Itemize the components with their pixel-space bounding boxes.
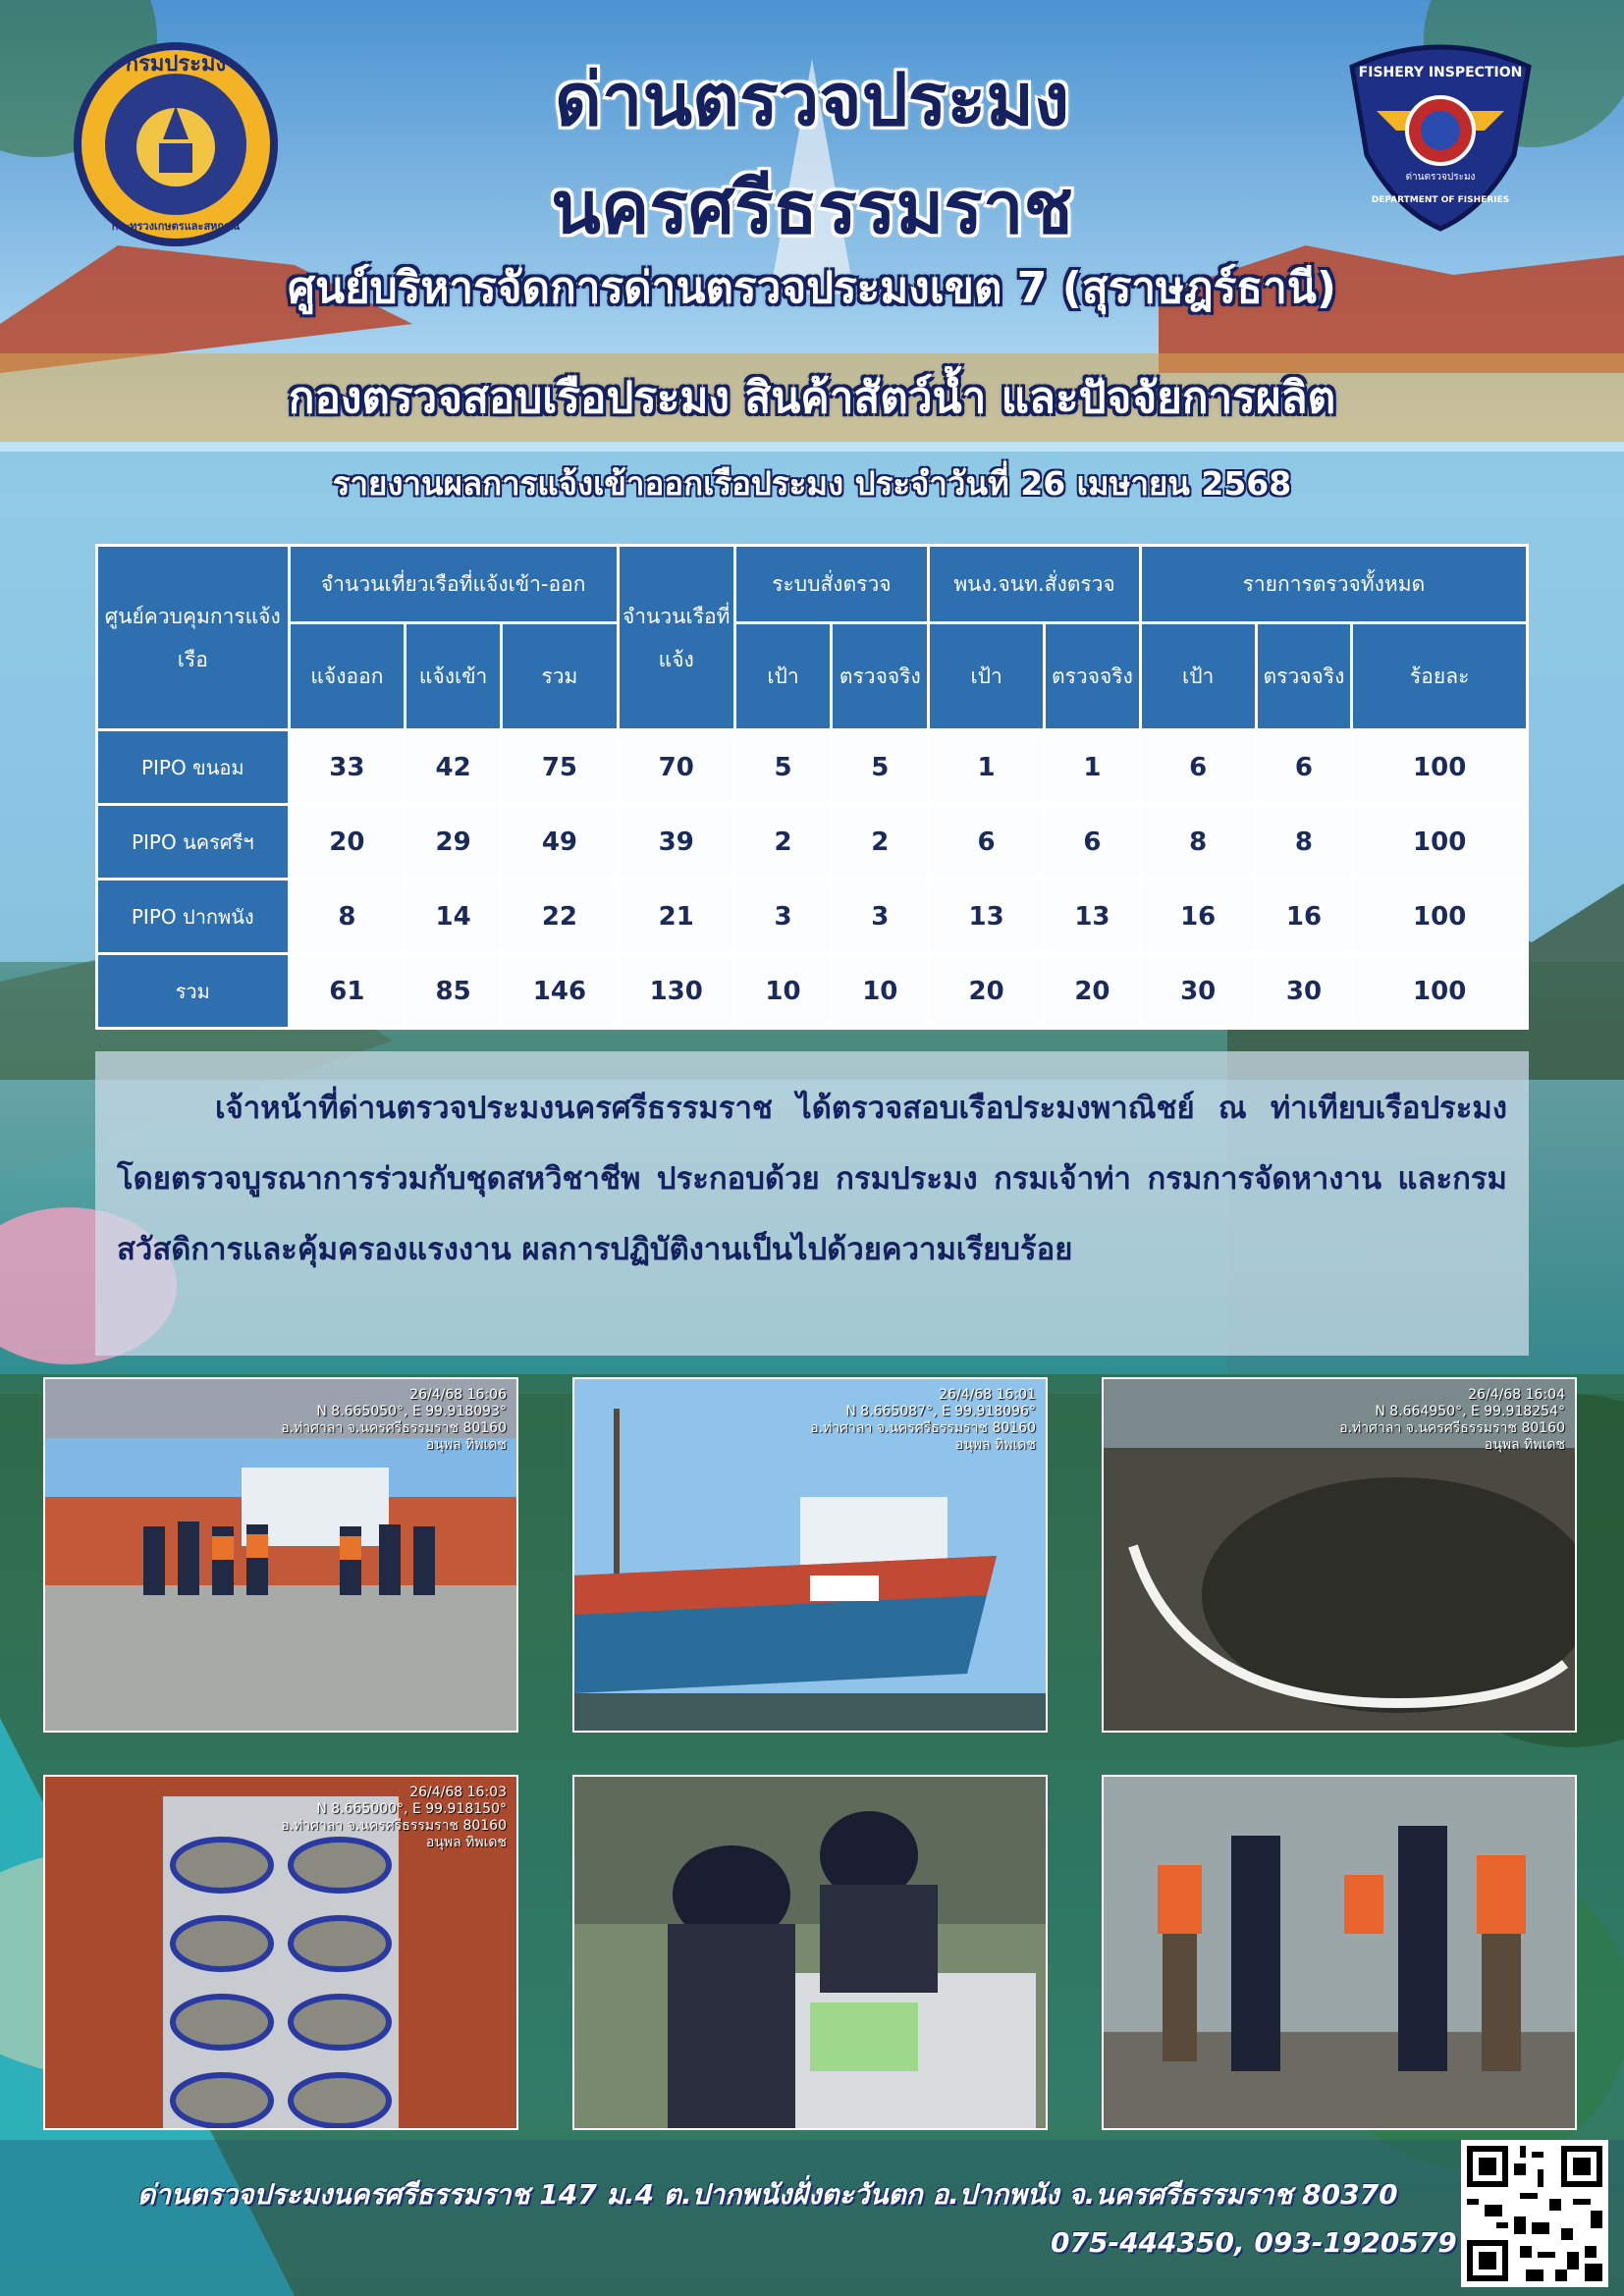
stamp-location: อ.ท่าศาลา จ.นครศรีธรรมราช 80160 [810,1420,1036,1436]
photo-stamp [281,1387,507,1454]
cell-off-target: 1 [929,730,1045,805]
stamp-location: อ.ท่าศาลา จ.นครศรีธรรมราช 80160 [1339,1420,1565,1436]
qr-code [1461,2140,1608,2287]
table-row [97,805,1528,880]
photo-stamp [281,1785,507,1851]
photo-fishing-boat [572,1377,1048,1733]
stamp-coords: N 8.665050°, E 99.918093° [316,1404,507,1419]
cell-total: 75 [502,730,619,805]
stamp-name: อนุพล ทิพเดช [425,1835,507,1850]
cell-total: 49 [502,805,619,880]
header-sys-target: เป้า [734,623,832,730]
cell-all-actual: 16 [1256,880,1352,954]
header-all-target: เป้า [1140,623,1256,730]
header-out: แจ้งออก [289,623,406,730]
stamp-location: อ.ท่าศาลา จ.นครศรีธรรมราช 80160 [281,1420,507,1436]
cell-all-target: 6 [1140,730,1256,805]
boat-report-table [95,544,1529,1030]
stamp-datetime: 26/4/68 16:06 [409,1387,507,1403]
cell-out: 8 [289,880,406,954]
cell-boats: 39 [618,805,734,880]
cell-sys-target: 3 [734,880,832,954]
cell-off-actual: 20 [1044,954,1140,1029]
cell-sys-actual: 5 [832,730,929,805]
row-label: PIPO ขนอม [97,730,290,805]
cell-percent: 100 [1352,880,1528,954]
cell-off-actual: 6 [1044,805,1140,880]
photo-document-check [572,1775,1048,2130]
cell-percent: 100 [1352,730,1528,805]
cell-percent: 100 [1352,805,1528,880]
photo-officers-pier [43,1377,518,1733]
seal-bottom-text: กระทรวงเกษตรและสหกรณ์ [111,220,241,233]
cell-sys-target: 10 [734,954,832,1029]
cell-sys-actual: 3 [832,880,929,954]
cell-total: 146 [502,954,619,1029]
header-sys-actual: ตรวจจริง [832,623,929,730]
badge-center-text: ด่านตรวจประมง [1405,172,1476,183]
row-label: PIPO ปากพนัง [97,880,290,954]
summary-text: เจ้าหน้าที่ด่านตรวจประมงนครศรีธรรมราช ได้ตรวจสอบเรือประมงพาณิชย์ ณ ท่าเทียบเรือประมง โดยตรวจบูรณาการร่วมกับชุดสหวิชาชีพ ประกอบด้วย กรมประมง กรมเจ้าท่า กรมการจัดหางาน และกรมสวัสดิการและคุ้มครองแรงงาน ผลการปฏิบัติงานเป็นไปด้วยความเรียบร้อย [117,1091,1507,1267]
row-label: รวม [97,954,290,1029]
header-all-actual: ตรวจจริง [1256,623,1352,730]
cell-boats: 130 [618,954,734,1029]
header-all-group: รายการตรวจทั้งหมด [1140,546,1527,623]
page-title-line2: นครศรีธรรมราช [551,166,1073,250]
cell-all-actual: 8 [1256,805,1352,880]
cell-in: 42 [406,730,502,805]
cell-off-target: 20 [929,954,1045,1029]
footer-phones: 075-444350, 093-1920579 [1051,2226,1457,2259]
fishery-inspection-badge [1337,37,1543,234]
header-center: ศูนย์ควบคุมการแจ้งเรือ [97,546,290,730]
header-percent: ร้อยละ [1352,623,1528,730]
cell-all-actual: 6 [1256,730,1352,805]
header-boats: จำนวนเรือที่แจ้ง [618,546,734,730]
stamp-datetime: 26/4/68 16:01 [939,1387,1036,1403]
stamp-coords: N 8.665087°, E 99.918096° [845,1404,1036,1419]
header-off-actual: ตรวจจริง [1044,623,1140,730]
row-label: PIPO นครศรีฯ [97,805,290,880]
cell-boats: 21 [618,880,734,954]
header-off-target: เป้า [929,623,1045,730]
cell-out: 33 [289,730,406,805]
cell-off-target: 13 [929,880,1045,954]
page-title-line1: ด่านตรวจประมง [554,58,1070,142]
cell-off-actual: 13 [1044,880,1140,954]
table-row-total [97,954,1528,1029]
photo-crew-inspection [1102,1775,1577,2130]
cell-all-target: 16 [1140,880,1256,954]
cell-off-target: 6 [929,805,1045,880]
cell-sys-actual: 2 [832,805,929,880]
photo-stamp [1339,1387,1565,1454]
seal-top-text: กรมประมง [125,52,227,77]
cell-total: 22 [502,880,619,954]
cell-boats: 70 [618,730,734,805]
department-of-fisheries-seal [73,41,279,247]
cell-in: 85 [406,954,502,1029]
photo-fish-baskets [43,1775,518,2130]
cell-out: 61 [289,954,406,1029]
subtitle-division: กองตรวจสอบเรือประมง สินค้าสัตว์น้ำ และปัจจัยการผลิต [288,373,1336,423]
table-row [97,880,1528,954]
summary-box [95,1051,1529,1356]
stamp-datetime: 26/4/68 16:04 [1468,1387,1565,1403]
badge-top-text: FISHERY INSPECTION [1358,65,1523,80]
cell-out: 20 [289,805,406,880]
header-system-group: ระบบสั่งตรวจ [734,546,929,623]
stamp-coords: N 8.664950°, E 99.918254° [1375,1404,1565,1419]
stamp-datetime: 26/4/68 16:03 [409,1785,507,1800]
cell-sys-actual: 10 [832,954,929,1029]
stamp-name: อนุพล ทิพเดช [1484,1437,1565,1453]
cell-sys-target: 5 [734,730,832,805]
stamp-coords: N 8.665000°, E 99.918150° [316,1801,507,1817]
stamp-name: อนุพล ทิพเดช [425,1437,507,1453]
header-in: แจ้งเข้า [406,623,502,730]
cell-sys-target: 2 [734,805,832,880]
stamp-location: อ.ท่าศาลา จ.นครศรีธรรมราช 80160 [281,1818,507,1834]
footer-address: ด่านตรวจประมงนครศรีธรรมราช 147 ม.4 ต.ปากพนังฝั่งตะวันตก อ.ปากพนัง จ.นครศรีธรรมราช 80370 [137,2178,1398,2211]
cell-all-actual: 30 [1256,954,1352,1029]
cell-percent: 100 [1352,954,1528,1029]
stamp-name: อนุพล ทิพเดช [954,1437,1036,1453]
header-officer-group: พนง.จนท.สั่งตรวจ [929,546,1141,623]
badge-bottom-text: DEPARTMENT OF FISHERIES [1371,195,1510,205]
cell-in: 29 [406,805,502,880]
cell-off-actual: 1 [1044,730,1140,805]
header-total: รวม [502,623,619,730]
report-title: รายงานผลการแจ้งเข้าออกเรือประมง ประจำวันที่ 26 เมษายน 2568 [332,464,1292,503]
table-row [97,730,1528,805]
cell-all-target: 30 [1140,954,1256,1029]
cell-in: 14 [406,880,502,954]
photo-stamp [810,1387,1036,1454]
photo-fishing-nets [1102,1377,1577,1733]
cell-all-target: 8 [1140,805,1256,880]
header-trips-group: จำนวนเที่ยวเรือที่แจ้งเข้า-ออก [289,546,618,623]
subtitle-center: ศูนย์บริหารจัดการด่านตรวจประมงเขต 7 (สุราษฎร์ธานี) [288,263,1336,313]
